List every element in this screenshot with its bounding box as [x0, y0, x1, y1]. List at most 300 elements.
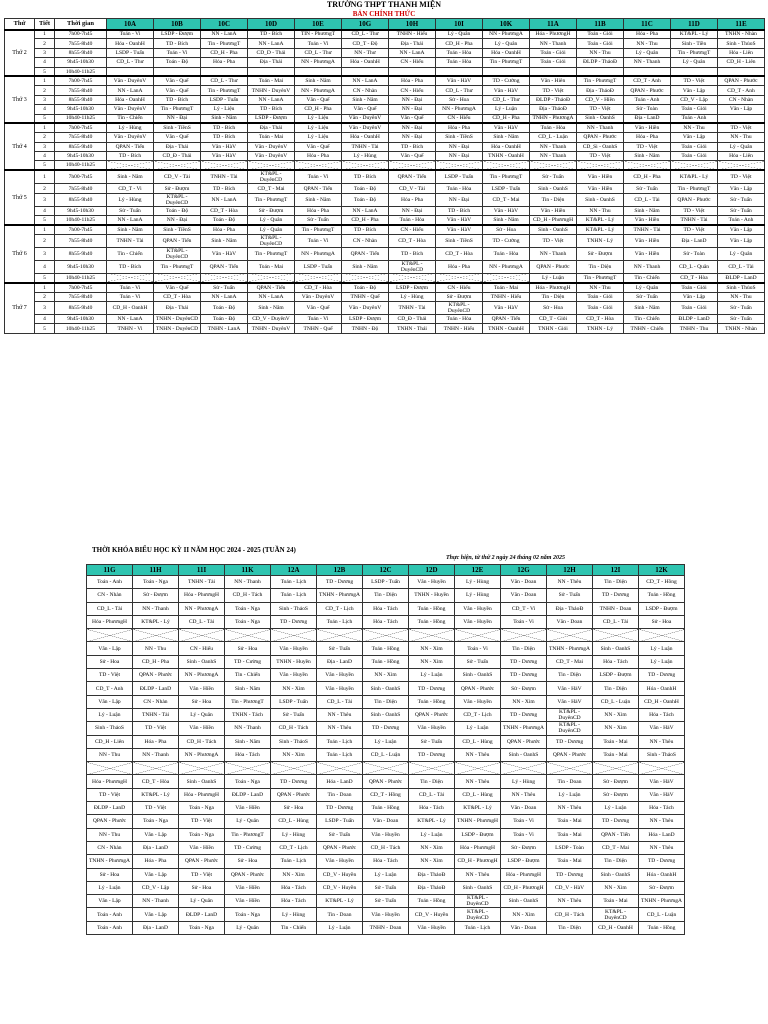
- lesson-cell: Lý - Quân: [179, 708, 225, 721]
- lesson-cell: Sử - Đượm: [154, 184, 201, 193]
- lesson-cell: Địa - LanD: [671, 234, 718, 247]
- class-header: 11C: [624, 19, 671, 30]
- lesson-cell: Sử - Tuấn: [409, 735, 455, 748]
- lesson-cell: Sử - Đượm: [593, 788, 639, 801]
- lesson-cell: NN - Xim: [409, 841, 455, 854]
- lesson-cell: CD_H - Pha: [295, 105, 342, 114]
- lesson-cell: NN - Thêu: [455, 748, 501, 761]
- empty-slot: [455, 762, 501, 775]
- lesson-cell: Sử - Tuấn: [317, 642, 363, 655]
- lesson-cell: Địa - ThảoĐ: [547, 602, 593, 615]
- lesson-cell: NN - Thêu: [317, 722, 363, 735]
- lesson-cell: NN - Thêu: [639, 735, 685, 748]
- lesson-cell: Tin - PhươngT: [577, 273, 624, 282]
- lesson-cell: TD - Bích: [107, 152, 154, 161]
- lesson-cell: LSDP - Tuấn: [363, 576, 409, 589]
- lesson-cell: Hóa - LanD: [317, 775, 363, 788]
- lesson-cell: Sinh - Năm: [624, 302, 671, 315]
- lesson-cell: CD_V - Hiền: [577, 95, 624, 104]
- lesson-cell: LSDP - Tuấn: [107, 48, 154, 57]
- school-name: TRƯỜNG THPT THANH MIỆN: [326, 0, 442, 9]
- lesson-cell: Toán - Vi: [501, 815, 547, 828]
- lesson-cell: Toán - Độ: [342, 184, 389, 193]
- table-row: [5, 184, 765, 193]
- lesson-cell: Toán - Nga: [179, 921, 225, 934]
- lesson-cell: CN - Nhàn: [87, 589, 133, 602]
- lesson-cell: KT&PL - DuyênCD: [547, 708, 593, 721]
- lesson-cell: KT&PL - DuyênCD: [547, 722, 593, 735]
- lesson-cell: Văn - HàV: [201, 152, 248, 161]
- lesson-cell: Văn - DuyênV: [342, 123, 389, 132]
- lesson-cell: Hóa - Pha: [624, 30, 671, 39]
- lesson-cell: Sử - Hoa: [179, 881, 225, 894]
- lesson-cell: CD_Đ - Thái: [154, 152, 201, 161]
- lesson-cell: TD - Dương: [271, 775, 317, 788]
- lesson-cell: Văn - Hiền: [179, 841, 225, 854]
- lesson-cell: Tin - Diện: [577, 260, 624, 273]
- period-number: 5: [35, 273, 55, 282]
- lesson-cell: CD_H - OanhH: [639, 695, 685, 708]
- lesson-cell: TNHN - DuyênCD: [154, 324, 201, 333]
- table-row: [5, 260, 765, 273]
- period-number: 3: [35, 48, 55, 57]
- lesson-cell: Văn - Huyền: [455, 602, 501, 615]
- lesson-cell: KT&PL - DuyênCD: [389, 260, 436, 273]
- lesson-cell: Sử - Đượm: [501, 682, 547, 695]
- lesson-cell: CD_V - Huyền: [409, 908, 455, 921]
- lesson-cell: Địa - LanD: [133, 841, 179, 854]
- empty-slot: [179, 762, 225, 775]
- lesson-cell: Văn - HàV: [639, 775, 685, 788]
- lesson-cell: Toán - Anh: [87, 576, 133, 589]
- lesson-cell: CD_H - OanhH: [593, 921, 639, 934]
- lesson-cell: KT&PL - DuyênCD: [455, 895, 501, 908]
- lesson-cell: Toán - Lịch: [317, 748, 363, 761]
- lesson-cell: NN - LanA: [248, 39, 295, 48]
- lesson-cell: Lý - Liệu: [295, 123, 342, 132]
- lesson-cell: NN - LanA: [201, 30, 248, 39]
- lesson-cell: Hóa - Pha: [133, 855, 179, 868]
- lesson-cell: CD_L - Tài: [87, 602, 133, 615]
- lesson-cell: [718, 114, 765, 123]
- lesson-cell: Toán - Hồng: [363, 642, 409, 655]
- table-row: [87, 828, 685, 841]
- lesson-cell: CD_L - Quân: [671, 260, 718, 273]
- lesson-cell: Toán - Hồng: [409, 895, 455, 908]
- class-header: 12C: [363, 565, 409, 576]
- lesson-cell: TD - Việt: [671, 206, 718, 215]
- lesson-cell: Văn - DuyênV: [342, 302, 389, 315]
- lesson-cell: CD_L - Tài: [718, 260, 765, 273]
- class-header: 12B: [317, 565, 363, 576]
- lesson-cell: ĐLDP - LanD: [225, 788, 271, 801]
- lesson-cell: Hóa - OanhH: [483, 48, 530, 57]
- lesson-cell: TD - Việt: [718, 170, 765, 184]
- lesson-cell: TD - Dương: [547, 735, 593, 748]
- lesson-cell: Sinh - ThủoS: [718, 39, 765, 48]
- lesson-cell: TD - Việt: [577, 152, 624, 161]
- lesson-cell: TNHN - Tài: [201, 170, 248, 184]
- lesson-cell: Sử - Hoa: [179, 695, 225, 708]
- lesson-cell: NN - Thêu: [501, 788, 547, 801]
- table-row: [5, 225, 765, 234]
- lesson-cell: NN - LanA: [389, 48, 436, 57]
- lesson-cell: TNHN - DuyênV: [248, 86, 295, 95]
- lesson-cell: Sinh - OanhS: [455, 669, 501, 682]
- class-header: 10E: [295, 19, 342, 30]
- lesson-cell: TD - Bích: [342, 225, 389, 234]
- lesson-cell: Hóa - PhươngH: [179, 788, 225, 801]
- lesson-cell: CD_V - Tài: [389, 184, 436, 193]
- lesson-cell: QPAN - Tiến: [295, 184, 342, 193]
- timetable-grid-1: [4, 18, 765, 334]
- lesson-cell: Văn - HàV: [483, 86, 530, 95]
- lesson-cell: Sinh - ThảoS: [271, 735, 317, 748]
- lesson-cell: Toán - Nga: [225, 775, 271, 788]
- lesson-cell: Văn - Lập: [87, 895, 133, 908]
- lesson-cell: TD - Dương: [409, 682, 455, 695]
- col-header-period: Tiết: [35, 19, 55, 30]
- lesson-cell: NN - PhươngA: [436, 105, 483, 114]
- lesson-cell: Hóa - PhươngH: [501, 868, 547, 881]
- lesson-cell: Toán - Hồng: [363, 802, 409, 815]
- lesson-cell: NN - PhươngA: [179, 748, 225, 761]
- lesson-cell: Hóa - Tách: [363, 855, 409, 868]
- lesson-cell: Lý - Quân: [671, 58, 718, 67]
- lesson-cell: TNHN - PhươngA: [547, 642, 593, 655]
- lesson-cell: Tin - Diện: [501, 642, 547, 655]
- empty-slot: [107, 161, 154, 170]
- lesson-cell: CD_T - Hồng: [363, 788, 409, 801]
- lesson-cell: Địa - ThảoĐ: [577, 86, 624, 95]
- lesson-cell: Toán - Hòa: [530, 123, 577, 132]
- lesson-cell: NN - PhươngA: [295, 58, 342, 67]
- lesson-cell: CD_L - Tài: [593, 615, 639, 628]
- lesson-cell: TD - Bích: [201, 184, 248, 193]
- lesson-cell: TD - Cường: [225, 841, 271, 854]
- lesson-cell: Toán - Hồng: [639, 921, 685, 934]
- lesson-cell: Tin - PhươngT: [201, 39, 248, 48]
- lesson-cell: Toán - Vi: [154, 48, 201, 57]
- lesson-cell: NN - Xim: [501, 908, 547, 921]
- lesson-cell: Lý - Liệu: [295, 114, 342, 123]
- lesson-cell: CD_L - Thư: [295, 48, 342, 57]
- lesson-cell: TD - Việt: [133, 722, 179, 735]
- lesson-cell: Văn - Hiền: [179, 722, 225, 735]
- lesson-cell: Toán - Giỏi: [530, 48, 577, 57]
- lesson-cell: Toán - Mai: [248, 76, 295, 85]
- lesson-cell: Toán - Hòa: [483, 247, 530, 260]
- lesson-cell: NN - Thanh: [530, 247, 577, 260]
- lesson-cell: CD_V - HàV: [547, 881, 593, 894]
- lesson-cell: Hóa - PhươngH: [87, 615, 133, 628]
- lesson-cell: NN - Thanh: [225, 576, 271, 589]
- period-number: 5: [35, 216, 55, 225]
- lesson-cell: ĐLDP - LanD: [671, 315, 718, 324]
- lesson-cell: [624, 67, 671, 76]
- lesson-cell: CD_H - Tách: [547, 908, 593, 921]
- lesson-cell: TNHN - PhươngA: [639, 895, 685, 908]
- lesson-cell: CN - Hiếu: [389, 86, 436, 95]
- lesson-cell: QPAN - Tiến: [389, 170, 436, 184]
- lesson-cell: CD_H - Tách: [225, 589, 271, 602]
- lesson-cell: Tin - PhươngT: [295, 225, 342, 234]
- period-time: 8h55-9h40: [55, 142, 107, 151]
- lesson-cell: Sinh - TiềnS: [154, 123, 201, 132]
- lesson-cell: Sinh - Năm: [342, 260, 389, 273]
- lesson-cell: Sinh - Năm: [483, 133, 530, 142]
- table-row: [5, 86, 765, 95]
- lesson-cell: NN - LanA: [248, 292, 295, 301]
- lesson-cell: Toán - Hồng: [363, 655, 409, 668]
- table-row: [5, 234, 765, 247]
- lesson-cell: TD - Việt: [530, 86, 577, 95]
- lesson-cell: Hóa - OanhH: [342, 58, 389, 67]
- lesson-cell: Văn - Hiền: [179, 682, 225, 695]
- lesson-cell: CD_T - Mai: [248, 184, 295, 193]
- lesson-cell: TNHN - Doan: [593, 602, 639, 615]
- table-row: [87, 576, 685, 589]
- lesson-cell: [530, 67, 577, 76]
- lesson-cell: Toán - Độ: [342, 193, 389, 206]
- lesson-cell: KT&PL - Lý: [133, 615, 179, 628]
- lesson-cell: TD - Bích: [154, 95, 201, 104]
- lesson-cell: Lý - Hùng: [455, 589, 501, 602]
- lesson-cell: Văn - Hiền: [225, 881, 271, 894]
- lesson-cell: Lý - Luận: [639, 655, 685, 668]
- lesson-cell: Lý - Luận: [87, 881, 133, 894]
- lesson-cell: Tin - Doan: [317, 788, 363, 801]
- lesson-cell: Sinh - OanhS: [577, 114, 624, 123]
- lesson-cell: CD_L - Thư: [483, 95, 530, 104]
- lesson-cell: CN - Hiếu: [179, 642, 225, 655]
- lesson-cell: NN - Xim: [271, 748, 317, 761]
- lesson-cell: Sinh - Năm: [107, 225, 154, 234]
- lesson-cell: Tin - Chiến: [624, 315, 671, 324]
- table-row: [5, 142, 765, 151]
- lesson-cell: Lý - Liệu: [201, 105, 248, 114]
- lesson-cell: NN - Thanh: [624, 260, 671, 273]
- empty-slot: [718, 161, 765, 170]
- lesson-cell: NN - LanA: [107, 315, 154, 324]
- lesson-cell: Văn - HàV: [436, 76, 483, 85]
- period-time: 10h40-11h25: [55, 114, 107, 123]
- lesson-cell: Lý - Luận: [530, 273, 577, 282]
- lesson-cell: QPAN - Phước: [271, 788, 317, 801]
- lesson-cell: TD - Dương: [639, 669, 685, 682]
- lesson-cell: Hóa - Tách: [639, 708, 685, 721]
- lesson-cell: TD - Bích: [107, 260, 154, 273]
- lesson-cell: Lý - Quân: [248, 225, 295, 234]
- table-row: [5, 302, 765, 315]
- lesson-cell: CD_T - Hòa: [154, 292, 201, 301]
- period-number: 5: [35, 114, 55, 123]
- lesson-cell: ĐLDP - ThảoĐ: [577, 58, 624, 67]
- lesson-cell: Sử - Tuấn: [718, 315, 765, 324]
- lesson-cell: CD_L - Luận: [593, 695, 639, 708]
- lesson-cell: KT&PL - Lý: [409, 815, 455, 828]
- lesson-cell: Lý - Quân: [483, 39, 530, 48]
- lesson-cell: Văn - HàV: [201, 247, 248, 260]
- lesson-cell: Toán - Anh: [624, 95, 671, 104]
- lesson-cell: Toán - Lịch: [317, 735, 363, 748]
- empty-slot: [624, 161, 671, 170]
- table-row: [87, 815, 685, 828]
- lesson-cell: Toán - Nga: [179, 802, 225, 815]
- lesson-cell: KT&PL - DuyênCD: [455, 908, 501, 921]
- lesson-cell: Sử - Tuấn: [547, 589, 593, 602]
- lesson-cell: KT&PL - Lý: [671, 170, 718, 184]
- lesson-cell: Địa - ThảoĐ: [530, 105, 577, 114]
- lesson-cell: QPAN - Tiến: [154, 234, 201, 247]
- empty-slot: [639, 762, 685, 775]
- lesson-cell: [342, 67, 389, 76]
- lesson-cell: Văn - HàV: [483, 206, 530, 215]
- lesson-cell: CD_T - Hòa: [133, 775, 179, 788]
- lesson-cell: Văn - HàV: [547, 682, 593, 695]
- lesson-cell: Hóa - Pha: [295, 152, 342, 161]
- lesson-cell: Văn - DuyênV: [107, 105, 154, 114]
- period-time: 7h55-8h40: [55, 292, 107, 301]
- period-number: 4: [35, 58, 55, 67]
- lesson-cell: Địa - LanD: [317, 655, 363, 668]
- period-number: 5: [35, 324, 55, 333]
- lesson-cell: Văn - Hiền: [624, 123, 671, 132]
- lesson-cell: QPAN - Phước: [317, 841, 363, 854]
- class-header: 10A: [107, 19, 154, 30]
- lesson-cell: TD - Cường: [483, 234, 530, 247]
- lesson-cell: Sinh - OanhS: [501, 748, 547, 761]
- lesson-cell: Sử - Tuấn: [201, 283, 248, 292]
- table-row: [87, 602, 685, 615]
- class-header: 10I: [436, 19, 483, 30]
- lesson-cell: Sinh - TiềnS: [154, 225, 201, 234]
- empty-slot: [201, 161, 248, 170]
- lesson-cell: Sinh - OanhS: [530, 184, 577, 193]
- lesson-cell: TD - Việt: [87, 669, 133, 682]
- period-time: 7h00-7h45: [55, 225, 107, 234]
- lesson-cell: TNHN - DuyênV: [248, 324, 295, 333]
- lesson-cell: Toán - Hồng: [409, 602, 455, 615]
- lesson-cell: Văn - Huyền: [409, 722, 455, 735]
- lesson-cell: Văn - Lập: [671, 292, 718, 301]
- lesson-cell: TD - Dương: [317, 576, 363, 589]
- lesson-cell: Sinh - Năm: [624, 206, 671, 215]
- lesson-cell: Toán - Vi: [107, 30, 154, 39]
- lesson-cell: CD_V - Lập: [133, 881, 179, 894]
- table-row: [5, 247, 765, 260]
- lesson-cell: Sử - Tuấn: [363, 895, 409, 908]
- lesson-cell: Toán - Vi: [107, 292, 154, 301]
- lesson-cell: CD_T - Vi: [107, 184, 154, 193]
- class-header: 12H: [547, 565, 593, 576]
- lesson-cell: TD - Dương: [639, 855, 685, 868]
- empty-slot: [671, 161, 718, 170]
- empty-slot: [593, 762, 639, 775]
- period-number: 5: [35, 67, 55, 76]
- lesson-cell: Địa - Thái: [389, 39, 436, 48]
- lesson-cell: Lý - Luận: [639, 642, 685, 655]
- lesson-cell: Hóa - Pha: [436, 123, 483, 132]
- lesson-cell: Sinh - OanhS: [593, 868, 639, 881]
- table-row: [5, 193, 765, 206]
- lesson-cell: TD - Việt: [530, 234, 577, 247]
- day-label: Thứ 2: [5, 30, 35, 77]
- lesson-cell: CD_L - Thư: [201, 76, 248, 85]
- lesson-cell: Lý - Luận: [317, 921, 363, 934]
- lesson-cell: Tin - Diện: [593, 576, 639, 589]
- lesson-cell: QPAN - Phước: [530, 260, 577, 273]
- empty-slot: [501, 629, 547, 642]
- lesson-cell: CD_T - Vi: [501, 602, 547, 615]
- lesson-cell: TD - Việt: [133, 802, 179, 815]
- lesson-cell: QPAN - Phước: [133, 669, 179, 682]
- lesson-cell: TD - Dương: [593, 589, 639, 602]
- lesson-cell: Văn - Huyền: [455, 615, 501, 628]
- lesson-cell: CD_L - Thư: [436, 86, 483, 95]
- lesson-cell: NN - LanA: [342, 206, 389, 215]
- period-number: 3: [35, 95, 55, 104]
- lesson-cell: CD_T - Hòa: [436, 247, 483, 260]
- lesson-cell: NN - Thanh: [133, 602, 179, 615]
- lesson-cell: Văn - Huyền: [271, 669, 317, 682]
- lesson-cell: LSDP - Tuấn: [271, 695, 317, 708]
- lesson-cell: CN - Nhàn: [342, 86, 389, 95]
- lesson-cell: TD - Việt: [671, 225, 718, 234]
- lesson-cell: CD_L - Luận: [363, 748, 409, 761]
- lesson-cell: TNHN - PhươngA: [87, 855, 133, 868]
- lesson-cell: Hóa - Tách: [363, 602, 409, 615]
- lesson-cell: Sinh - Năm: [201, 114, 248, 123]
- lesson-cell: QPAN - Tiến: [342, 247, 389, 260]
- table-row: [87, 868, 685, 881]
- lesson-cell: Tin - PhươngT: [483, 170, 530, 184]
- official-stamp-text: BẢN CHÍNH THỨC: [352, 10, 416, 18]
- lesson-cell: Tin - Diện: [409, 775, 455, 788]
- lesson-cell: LSDP - Đượm: [501, 855, 547, 868]
- lesson-cell: KT&PL - Lý: [133, 788, 179, 801]
- lesson-cell: Văn - Lập: [718, 184, 765, 193]
- table-row: [5, 67, 765, 76]
- lesson-cell: NN - Đại: [436, 142, 483, 151]
- lesson-cell: TD - Dương: [317, 802, 363, 815]
- lesson-cell: [671, 67, 718, 76]
- lesson-cell: Hóa - Tách: [409, 802, 455, 815]
- lesson-cell: Toán - Giỏi: [671, 302, 718, 315]
- lesson-cell: Sinh - Năm: [295, 193, 342, 206]
- lesson-cell: Sinh - TiềnS: [436, 234, 483, 247]
- lesson-cell: Hóa - OanhH: [107, 39, 154, 48]
- lesson-cell: TNHN - Lý: [577, 234, 624, 247]
- lesson-cell: Tin - Chiến: [271, 921, 317, 934]
- lesson-cell: QPAN - Phước: [624, 86, 671, 95]
- lesson-cell: Hóa - Pha: [436, 260, 483, 273]
- lesson-cell: NN - Đại: [389, 123, 436, 132]
- lesson-cell: CD_H - PhươngH: [501, 881, 547, 894]
- lesson-cell: Toán - Mai: [593, 895, 639, 908]
- lesson-cell: [248, 67, 295, 76]
- lesson-cell: Lý - Quân: [624, 283, 671, 292]
- lesson-cell: Lý - Hùng: [342, 152, 389, 161]
- lesson-cell: NN - LanA: [342, 76, 389, 85]
- lesson-cell: Sử - Đượm: [133, 589, 179, 602]
- lesson-cell: Sử - Đượm: [593, 775, 639, 788]
- table-row: [5, 292, 765, 301]
- lesson-cell: Toán - Vi: [295, 170, 342, 184]
- empty-slot: [295, 161, 342, 170]
- lesson-cell: Văn - Huyền: [271, 642, 317, 655]
- lesson-cell: TNHN - Hiếu: [436, 324, 483, 333]
